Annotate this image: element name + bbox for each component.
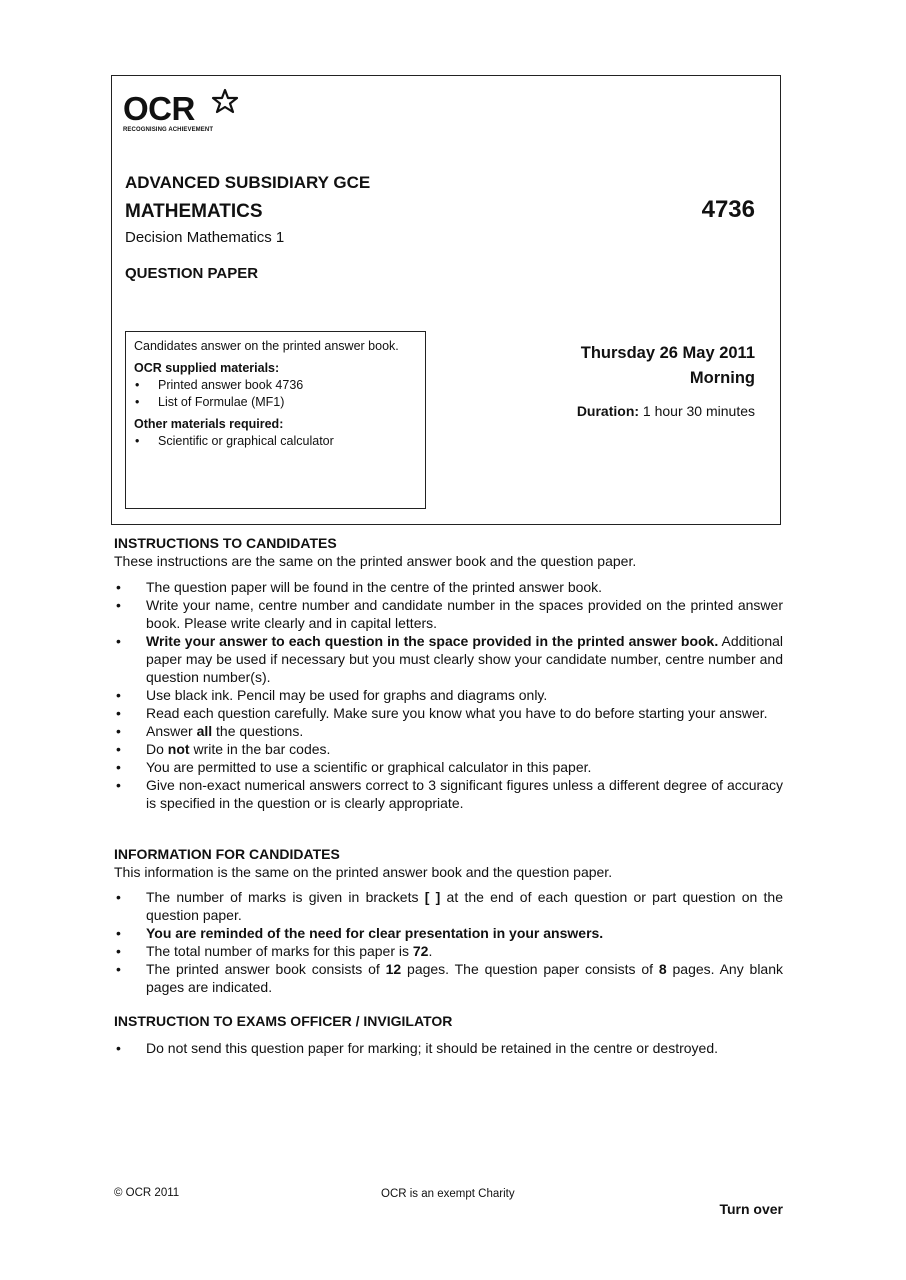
copyright-notice: © OCR 2011 <box>114 1187 180 1199</box>
list-item: • Read each question carefully. Make sure you know what you have to do before starting your answer. <box>114 704 783 722</box>
list-item <box>114 740 783 758</box>
information-intro: This information is the same on the printed answer book and the question paper. <box>114 864 613 880</box>
materials-box <box>125 331 426 509</box>
list-item: • List of Formulae (MF1) <box>134 394 417 411</box>
subject-title: MATHEMATICS <box>125 201 263 222</box>
emphasis-text: 8 <box>658 961 667 977</box>
required-materials-list <box>134 433 417 450</box>
logo-name: OCR <box>123 90 195 127</box>
paper-type: QUESTION PAPER <box>125 265 259 282</box>
exam-date: Thursday 26 May 2011 <box>580 344 755 362</box>
emphasis-text: Write your answer to each question in the space provided in the printed answer book. <box>146 633 719 649</box>
list-item: • Use black ink. Pencil may be used for graphs and diagrams only. <box>114 686 783 704</box>
item-text: The printed answer book consists of <box>146 961 386 977</box>
list-item: • Do not send this question paper for marking; it should be retained in the centre or destroyed. <box>114 1039 783 1057</box>
list-item <box>114 942 783 960</box>
instructions-heading: INSTRUCTIONS TO CANDIDATES <box>114 535 337 551</box>
item-text: write in the bar codes. <box>189 741 331 757</box>
ocr-logo <box>123 92 253 148</box>
officer-list <box>114 1039 783 1057</box>
list-item: • The question paper will be found in the centre of the printed answer book. <box>114 578 783 596</box>
list-item: • Give non-exact numerical answers correct to 3 significant figures unless a different degree of accuracy is specified in the question or is clearly appropriate. <box>114 776 783 812</box>
list-item <box>114 722 783 740</box>
duration-label: Duration: <box>576 403 640 419</box>
item-text: Do <box>146 741 168 757</box>
item-text: Answer <box>146 723 197 739</box>
item-text: pages. Any blank pages are indicated. <box>146 961 783 995</box>
paper-code: 4736 <box>701 196 755 223</box>
item-text: pages. The question paper consists of <box>401 961 659 977</box>
emphasis-text: all <box>196 723 213 739</box>
officer-heading: INSTRUCTION TO EXAMS OFFICER / INVIGILATOR <box>114 1013 453 1029</box>
list-item: • Scientific or graphical calculator <box>134 433 417 450</box>
exam-session: Morning <box>689 369 755 387</box>
supplied-materials-list <box>134 377 417 411</box>
information-list <box>114 888 783 996</box>
item-text: Additional paper may be used if necessary but you must clearly show your candidate number, centre number and question number(s). <box>146 633 784 685</box>
list-item: • You are permitted to use a scientific or graphical calculator in this paper. <box>114 758 783 776</box>
list-item <box>114 924 783 942</box>
supplied-materials-heading: OCR supplied materials: <box>134 361 280 375</box>
list-item <box>114 960 783 996</box>
item-text: the questions. <box>212 723 304 739</box>
emphasis-text: 72 <box>412 943 429 959</box>
item-text: . <box>428 943 433 959</box>
turn-over-label: Turn over <box>719 1201 783 1217</box>
exam-duration <box>577 403 755 419</box>
required-materials-heading: Other materials required: <box>134 417 284 431</box>
emphasis-text: 12 <box>385 961 402 977</box>
information-heading: INFORMATION FOR CANDIDATES <box>114 846 340 862</box>
list-item <box>114 632 783 686</box>
item-text: The number of marks is given in brackets <box>146 889 425 905</box>
duration-value: 1 hour 30 minutes <box>642 403 755 419</box>
list-item: • Printed answer book 4736 <box>134 377 417 394</box>
emphasis-text: You are reminded of the need for clear presentation in your answers. <box>146 925 604 941</box>
item-text: at the end of each question or part question on the question paper. <box>146 889 783 923</box>
emphasis-text: [ ] <box>424 889 441 905</box>
list-item <box>114 888 783 924</box>
item-text: The total number of marks for this paper is <box>146 943 413 959</box>
logo-tagline: RECOGNISING ACHIEVEMENT <box>123 127 214 133</box>
qualification-level: ADVANCED SUBSIDIARY GCE <box>125 173 371 192</box>
list-item: • Write your name, centre number and candidate number in the spaces provided on the printed answer book. Please write clearly and in capital letters. <box>114 596 783 632</box>
star-icon <box>211 88 239 116</box>
instructions-list <box>114 578 783 812</box>
instructions-intro: These instructions are the same on the printed answer book and the question paper. <box>114 553 637 569</box>
charity-notice: OCR is an exempt Charity <box>381 1188 515 1200</box>
materials-intro: Candidates answer on the printed answer book. <box>134 339 399 353</box>
unit-title: Decision Mathematics 1 <box>125 229 285 246</box>
emphasis-text: not <box>167 741 190 757</box>
